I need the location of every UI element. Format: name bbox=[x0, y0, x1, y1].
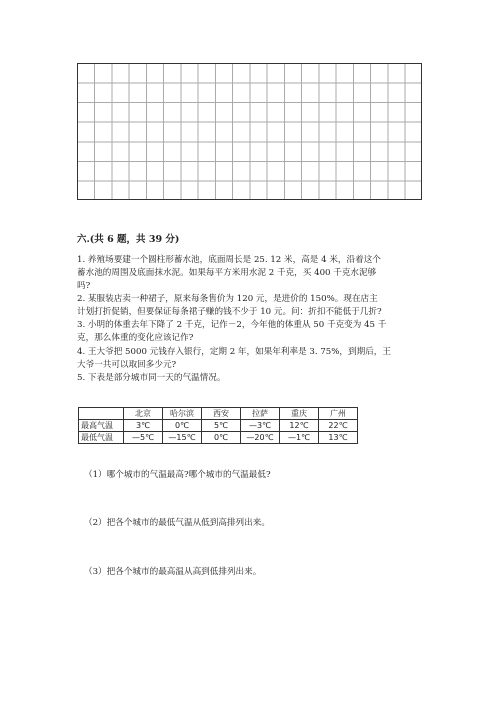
table-row bbox=[79, 420, 358, 432]
section-title: 六.(共 6 题，共 39 分) bbox=[77, 234, 180, 245]
problem-1-line-2: 蓄水池的周围及底面抹水泥。如果每平方米用水泥 2 千克，买 400 千克水泥够 bbox=[77, 268, 377, 278]
header-city: 西安 bbox=[202, 408, 241, 420]
table-cell: 22℃ bbox=[319, 420, 358, 432]
table-header-row bbox=[79, 408, 358, 420]
grid-lines bbox=[78, 64, 422, 200]
row-label: 最低气温 bbox=[79, 432, 124, 444]
problem-5 bbox=[77, 372, 427, 385]
problem-1-line-3: 吗? bbox=[77, 281, 91, 291]
table-cell: —5℃ bbox=[124, 432, 163, 444]
table-cell: —1℃ bbox=[280, 432, 319, 444]
problem-5-line-1: 5. 下表是部分城市同一天的气温情况。 bbox=[77, 373, 226, 383]
row-label: 最高气温 bbox=[79, 420, 124, 432]
question-3: （3）把各个城市的最高温从高到低排列出来。 bbox=[84, 567, 262, 577]
problem-1-line-1: 1. 养殖场要建一个圆柱形蓄水池，底面周长是 25. 12 米，高是 4 米，沿着这个 bbox=[77, 255, 381, 265]
table-cell: —15℃ bbox=[163, 432, 202, 444]
problem-3-line-1: 3. 小明的体重去年下降了 2 千克，记作－2，今年他的体重从 50 千克变为 45 千 bbox=[77, 320, 387, 330]
header-city: 北京 bbox=[124, 408, 163, 420]
table-cell: 0℃ bbox=[163, 420, 202, 432]
header-city: 广州 bbox=[319, 408, 358, 420]
header-city: 重庆 bbox=[280, 408, 319, 420]
header-corner bbox=[79, 408, 124, 420]
problem-3-line-2: 克，那么体重的变化应该记作? bbox=[77, 333, 194, 343]
table-cell: 12℃ bbox=[280, 420, 319, 432]
writing-grid bbox=[77, 63, 422, 200]
table-cell: 5℃ bbox=[202, 420, 241, 432]
table-cell: —3℃ bbox=[241, 420, 280, 432]
table-cell: 3℃ bbox=[124, 420, 163, 432]
problem-3 bbox=[77, 319, 427, 345]
table-cell: 13℃ bbox=[319, 432, 358, 444]
problem-4-line-1: 4. 王大爷把 5000 元钱存入银行，定期 2 年，如果年利率是 3. 75%，到期后，王 bbox=[77, 347, 391, 357]
header-city: 拉萨 bbox=[241, 408, 280, 420]
problem-2-line-2: 计划打折促销，但要保证每条裙子赚的钱不少于 10 元。问：折扣不能低于几折? bbox=[77, 307, 382, 317]
table-row bbox=[79, 432, 358, 444]
table-cell: 0℃ bbox=[202, 432, 241, 444]
problem-4 bbox=[77, 346, 427, 372]
problem-2-line-1: 2. 某服装店卖一种裙子，原来每条售价为 120 元，是进价的 150%。现在店主 bbox=[77, 294, 378, 304]
question-1: （1）哪个城市的气温最高?哪个城市的气温最低? bbox=[84, 470, 271, 480]
problem-1 bbox=[77, 254, 427, 293]
problem-2 bbox=[77, 293, 427, 319]
table-cell: —20℃ bbox=[241, 432, 280, 444]
temperature-table bbox=[78, 407, 358, 444]
question-2: （2）把各个城市的最低气温从低到高排列出来。 bbox=[84, 518, 270, 528]
header-city: 哈尔滨 bbox=[163, 408, 202, 420]
problem-4-line-2: 大爷一共可以取回多少元? bbox=[77, 360, 177, 370]
